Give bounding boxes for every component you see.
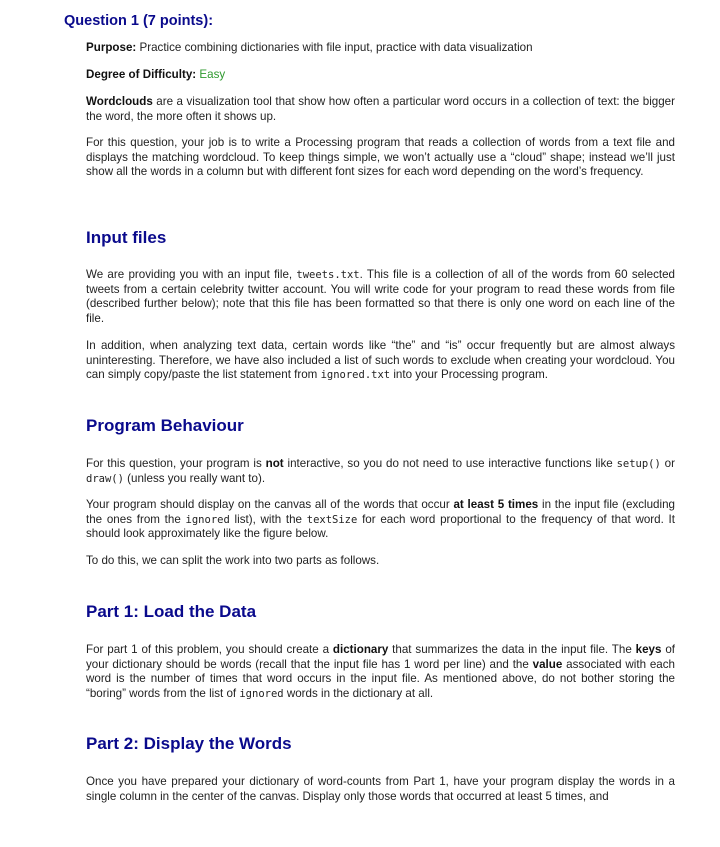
part1-text-c: of your dictionary should be words (recall that the input file has 1 word per line) and the bbox=[86, 643, 675, 671]
purpose-label: Purpose: bbox=[86, 41, 137, 54]
part1-text-e: words in the dictionary at all. bbox=[283, 687, 434, 701]
purpose-text: Practice combining dictionaries with file input, practice with data visualization bbox=[139, 41, 533, 54]
purpose-line bbox=[86, 41, 675, 56]
keys-emphasis: keys bbox=[635, 643, 662, 656]
part1-text-d: associated with each word is the number of times that word occurs in the input file. As mentioned above, do not bother storing the “boring” words from the list of bbox=[86, 657, 675, 701]
ignored-code: ignored bbox=[185, 513, 230, 526]
input-files-text-b: . This file is a collection of all of the words from 60 selected tweets from a certain celebrity twitter account. You will write code for your program to read these words from file (described further below); note that this file has been formatted so that there is only one word on each line of the file. bbox=[86, 268, 675, 326]
behaviour-paragraph-1 bbox=[86, 457, 675, 486]
section-heading-part-1: Part 1: Load the Data bbox=[86, 602, 257, 621]
part2-paragraph bbox=[86, 775, 675, 804]
ignored-filename: ignored.txt bbox=[320, 369, 391, 382]
not-emphasis: not bbox=[265, 457, 284, 470]
display-text-a: Your program should display on the canvas all of the words that occur bbox=[86, 498, 454, 511]
section-heading-input-files: Input files bbox=[86, 228, 167, 247]
wordclouds-description: are a visualization tool that show how often a particular word occurs in a collection of text: the bigger the word, the more often it shows up. bbox=[86, 95, 675, 123]
behaviour-text-b: interactive, so you do not need to use interactive functions like bbox=[283, 457, 617, 470]
part2-text: Once you have prepared your dictionary of word-counts from Part 1, have your program display the words in a single column in the center of the canvas. Display only those words that occurred at least 5 times, and bbox=[86, 775, 675, 803]
split-work-text: To do this, we can split the work into two parts as follows. bbox=[86, 554, 380, 567]
part1-ignored-code: ignored bbox=[239, 688, 284, 701]
display-text-c: list), with the bbox=[229, 512, 307, 526]
textsize-code: textSize bbox=[306, 513, 358, 526]
wordclouds-term: Wordclouds bbox=[86, 95, 153, 108]
draw-code: draw() bbox=[86, 472, 124, 485]
input-files-text-a: We are providing you with an input file, bbox=[86, 268, 297, 281]
task-paragraph bbox=[86, 136, 675, 180]
behaviour-text-c: (unless you really want to). bbox=[123, 471, 266, 485]
section-heading-part-2: Part 2: Display the Words bbox=[86, 734, 292, 753]
question-title: Question 1 (7 points): bbox=[64, 13, 214, 29]
input-files-paragraph-2 bbox=[86, 339, 675, 383]
behaviour-paragraph-3 bbox=[86, 554, 675, 569]
ignored-text-b: into your Processing program. bbox=[390, 368, 548, 382]
ignored-text-a: In addition, when analyzing text data, certain words like “the” and “is” occur frequently but are almost always uninteresting. Therefore, we have also included a list of such words to exclude when creating your wordcloud. You can simply copy/paste the list statement from bbox=[86, 339, 675, 382]
task-text: For this question, your job is to write a Processing program that reads a collection of words from a text file and displays the matching wordcloud. To keep things simple, we won’t actually use a “cloud” shape; instead we’ll just show all the words in a column but with different font sizes for each word depending on the word’s frequency. bbox=[86, 136, 675, 179]
part1-text-a: For part 1 of this problem, you should create a bbox=[86, 643, 333, 656]
value-emphasis: value bbox=[532, 657, 563, 671]
display-text-d: for each word proportional to the frequency of that word. It should look approximately like the figure below. bbox=[86, 512, 675, 541]
section-heading-program-behaviour: Program Behaviour bbox=[86, 416, 244, 435]
behaviour-paragraph-2 bbox=[86, 498, 675, 542]
wordclouds-paragraph bbox=[86, 95, 675, 124]
behaviour-or: or bbox=[660, 457, 675, 470]
dictionary-emphasis: dictionary bbox=[332, 643, 389, 656]
tweets-filename: tweets.txt bbox=[296, 269, 360, 281]
difficulty-label: Degree of Difficulty: bbox=[86, 68, 197, 81]
at-least-5-emphasis: at least 5 times bbox=[453, 498, 539, 511]
part1-paragraph bbox=[86, 643, 675, 702]
part1-text-b: that summarizes the data in the input file. The bbox=[388, 643, 636, 656]
difficulty-line bbox=[86, 68, 675, 83]
input-files-paragraph-1 bbox=[86, 268, 675, 327]
difficulty-value: Easy bbox=[199, 68, 226, 81]
setup-code: setup() bbox=[616, 458, 661, 470]
display-text-b: in the input file (excluding the ones from the bbox=[86, 498, 675, 526]
behaviour-text-a: For this question, your program is bbox=[86, 457, 266, 470]
